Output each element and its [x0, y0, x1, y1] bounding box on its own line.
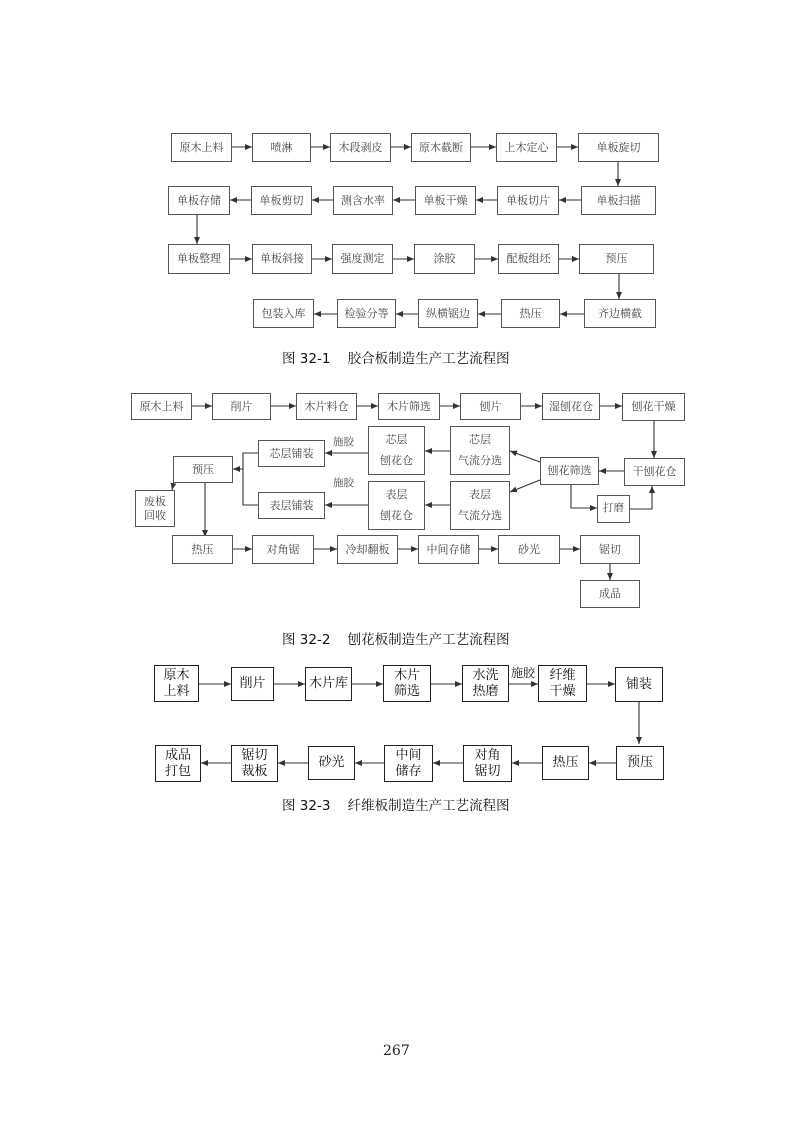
- step-box: 热压: [542, 746, 589, 780]
- step-box: [368, 426, 425, 475]
- step-box: 单板存储: [168, 186, 230, 215]
- box-line: 表层: [385, 488, 408, 501]
- box-line: 刨花仓: [380, 454, 413, 468]
- step-box: 成品 打包: [155, 745, 201, 782]
- step-box: [135, 490, 175, 527]
- step-box: 湿刨花仓: [542, 393, 600, 420]
- step-box: 木片库: [305, 667, 352, 701]
- step-box: 单板扫描: [581, 186, 656, 215]
- box-line: 刨花仓: [380, 509, 413, 523]
- step-box: 表层铺装: [258, 492, 325, 519]
- step-box: 齐边横截: [584, 299, 656, 328]
- step-box: 木段剥皮: [330, 133, 391, 162]
- step-box: 对角 锯切: [463, 745, 512, 782]
- step-box: 木片 筛选: [383, 665, 431, 702]
- box-line: 气流分选: [458, 509, 502, 523]
- step-box: [450, 481, 510, 530]
- step-box: 单板切片: [497, 186, 559, 215]
- step-box: 锯切 裁板: [231, 745, 278, 782]
- step-box: 包装入库: [253, 299, 314, 328]
- step-box: 芯层铺装: [258, 440, 325, 467]
- figure-caption: 图 32-3 纤维板制造生产工艺流程图: [282, 798, 510, 814]
- box-line: 废板: [144, 495, 166, 508]
- box-line: 气流分选: [458, 454, 502, 468]
- box-line: 回收: [144, 508, 166, 522]
- step-box: [368, 481, 425, 530]
- step-box: 上木定心: [496, 133, 557, 162]
- step-box: 单板旋切: [578, 133, 659, 162]
- step-box: 纵横锯边: [418, 299, 478, 328]
- step-box: 预压: [579, 244, 654, 274]
- step-box: 单板剪切: [251, 186, 312, 215]
- step-box: 预压: [616, 746, 664, 780]
- step-box: 预压: [173, 456, 233, 483]
- step-box: 中间存储: [418, 535, 479, 564]
- step-box: 削片: [212, 393, 271, 420]
- step-box: 配板组坯: [498, 244, 559, 274]
- glue-label: 施胶: [511, 666, 536, 680]
- step-box: 冷却翻板: [337, 535, 398, 564]
- step-box: 检验分等: [337, 299, 396, 328]
- step-box: 原木上料: [131, 393, 192, 420]
- step-box: 水洗 热磨: [462, 665, 509, 702]
- step-box: 成品: [580, 580, 640, 608]
- step-box: 单板斜接: [252, 244, 312, 274]
- step-box: 刨花筛选: [540, 457, 599, 485]
- figure-caption: 图 32-1 胶合板制造生产工艺流程图: [282, 351, 510, 367]
- step-box: 原木上料: [171, 133, 232, 162]
- glue-label: 施胶: [333, 477, 354, 489]
- figure-caption: 图 32-2 刨花板制造生产工艺流程图: [282, 632, 510, 648]
- step-box: 纤维 干燥: [538, 665, 587, 702]
- step-box: 单板干燥: [415, 186, 476, 215]
- step-box: [450, 426, 510, 475]
- step-box: 刨花干燥: [622, 393, 685, 421]
- box-line: 芯层: [469, 433, 491, 446]
- step-box: 对角锯: [252, 535, 314, 564]
- step-box: 刨片: [460, 393, 521, 420]
- step-box: 涂胶: [414, 244, 475, 274]
- step-box: 中间 储存: [384, 745, 433, 782]
- step-box: 喷淋: [252, 133, 311, 162]
- step-box: 热压: [172, 535, 233, 564]
- step-box: 铺装: [615, 667, 663, 702]
- box-line: 芯层: [385, 433, 408, 446]
- step-box: 原木 上料: [154, 665, 199, 702]
- step-box: 测含水率: [333, 186, 393, 215]
- glue-label: 施胶: [333, 436, 354, 448]
- step-box: 砂光: [308, 746, 355, 780]
- step-box: 锯切: [580, 535, 640, 564]
- step-box: 木片料仓: [296, 393, 357, 420]
- step-box: 强度测定: [332, 244, 393, 274]
- step-box: 削片: [231, 667, 274, 701]
- page-number: 267: [383, 1043, 410, 1059]
- step-box: 砂光: [498, 535, 560, 564]
- step-box: 干刨花仓: [624, 458, 685, 486]
- step-box: 原木截断: [411, 133, 471, 162]
- step-box: 热压: [501, 299, 560, 328]
- step-box: 单板整理: [168, 244, 230, 274]
- step-box: 打磨: [597, 495, 630, 523]
- box-line: 表层: [469, 488, 491, 501]
- step-box: 木片筛选: [378, 393, 440, 420]
